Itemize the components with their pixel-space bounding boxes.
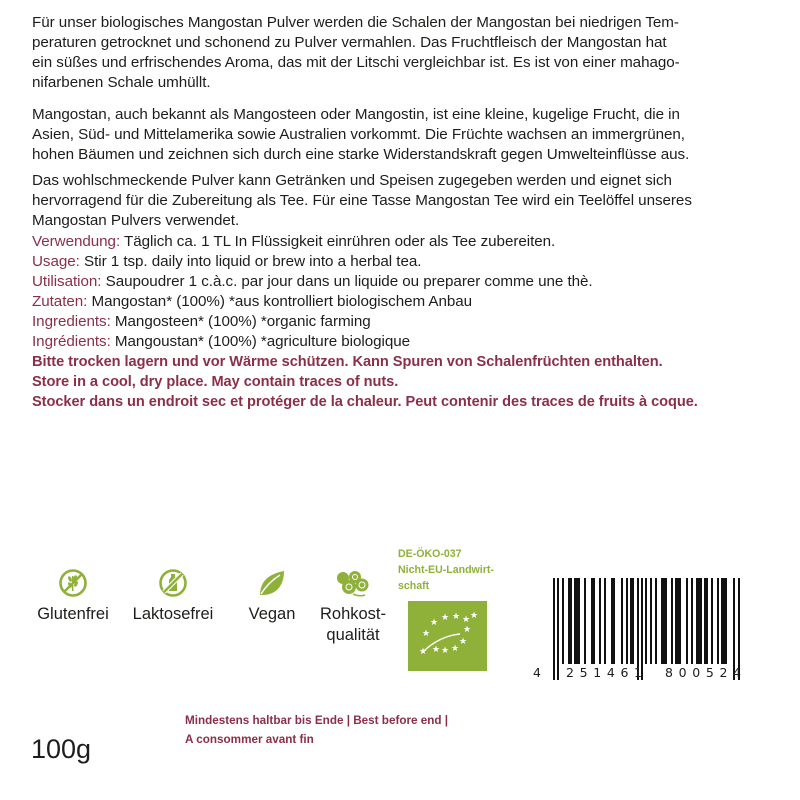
storage-fr: Stocker dans un endroit sec et protéger de la chaleur. Peut contenir des traces de fruits à coque. <box>32 394 698 410</box>
svg-text:★: ★ <box>440 613 450 623</box>
usage-text: Täglich ca. 1 TL In Flüssigkeit einrühren oder als Tee zubereiten. <box>120 233 556 250</box>
best-before-line2: A consommer avant fin <box>185 733 314 746</box>
digit: 2 <box>719 665 728 680</box>
storage-de: Bitte trocken lagern und vor Wärme schützen. Kann Spuren von Schalenfrüchten enthalten. <box>32 354 663 370</box>
digit: 1 <box>634 665 642 680</box>
gluten-free-icon <box>58 568 88 598</box>
usage-label: Utilisation: <box>32 273 102 290</box>
svg-text:★: ★ <box>431 645 441 655</box>
barcode-digits-group1 <box>566 665 642 680</box>
usage-text: Stir 1 tsp. daily into liquid or brew into a herbal tea. <box>79 253 422 270</box>
ingredients-label: Ingredients: <box>32 313 111 330</box>
best-before-line1: Mindestens haltbar bis Ende | Best before end | <box>185 714 449 727</box>
text-line: Für unser biologisches Mangostan Pulver werden die Schalen der Mangostan bei niedrigen Tem- <box>32 14 679 31</box>
text-line: Mangostan, auch bekannt als Mangosteen oder Mangostin, ist eine kleine, kugelige Frucht, die in <box>32 106 680 123</box>
svg-text:★: ★ <box>461 615 471 625</box>
badge-label: Vegan <box>248 605 296 623</box>
svg-text:★: ★ <box>418 647 428 657</box>
badge-vegan <box>237 568 307 625</box>
organic-certification-text <box>398 546 494 594</box>
digit: 1 <box>593 665 602 680</box>
ingredients-fr <box>32 332 772 352</box>
usage-en <box>32 252 772 272</box>
text-line: Asien, Süd- und Mittelamerika sowie Australien vorkommt. Die Früchte wachsen an immergrünen, <box>32 126 685 143</box>
eu-organic-logo <box>408 601 487 671</box>
svg-text:★: ★ <box>451 612 461 622</box>
usage-label: Usage: <box>32 253 80 270</box>
ingredients-label: Ingrédients: <box>32 333 111 350</box>
usage-text: Saupoudrer 1 c.à.c. par jour dans un liquide ou preparer comme une thè. <box>101 273 593 290</box>
storage-en: Store in a cool, dry place. May contain traces of nuts. <box>32 374 399 390</box>
leaf-icon <box>256 568 288 598</box>
digit: 0 <box>678 665 687 680</box>
digit: 5 <box>579 665 588 680</box>
organic-control-code: DE-ÖKO-037 <box>398 548 462 560</box>
badge-label: Glutenfrei <box>37 605 109 623</box>
text-line: hohen Bäumen und zeichnen sich durch eine starke Widerstandskraft gegen Umwelteinflüsse aus. <box>32 146 690 163</box>
ingredients-de <box>32 292 772 312</box>
text-line: nifarbenen Schale umhüllt. <box>32 74 211 91</box>
digit: 5 <box>705 665 714 680</box>
barcode-digits-group2 <box>665 665 741 680</box>
description-paragraph-1 <box>32 13 772 93</box>
digit: 4 <box>606 665 615 680</box>
digit: 8 <box>665 665 673 680</box>
ingredients-text: Mangosteen* (100%) *organic farming <box>110 313 371 330</box>
svg-text:★: ★ <box>469 611 479 621</box>
ingredients-label: Zutaten: <box>32 293 88 310</box>
svg-text:★: ★ <box>450 644 460 654</box>
digit: 0 <box>692 665 701 680</box>
best-before-text <box>185 711 448 749</box>
digit: 4 <box>733 665 741 680</box>
organic-origin-line2: schaft <box>398 580 430 592</box>
barcode-digit-first: 4 <box>533 665 541 680</box>
digit: 6 <box>620 665 629 680</box>
digit: 2 <box>566 665 574 680</box>
text-line: Das wohlschmeckende Pulver kann Getränken und Speisen zugegeben werden und eignet sich <box>32 172 672 189</box>
svg-text:★: ★ <box>462 625 472 635</box>
text-line: Mangostan Pulvers verwendet. <box>32 212 240 229</box>
svg-text:★: ★ <box>429 618 439 628</box>
badge-label: Rohkost- <box>319 605 387 623</box>
text-line: peraturen getrocknet und schonend zu Pulver vermahlen. Das Fruchtfleisch der Mangostan hat <box>32 34 667 51</box>
badge-lactosefree <box>128 568 218 625</box>
usage-section <box>32 232 772 292</box>
description-paragraph-2 <box>32 105 772 165</box>
ingredients-text: Mangoustan* (100%) *agriculture biologique <box>110 333 411 350</box>
raw-berries-icon <box>333 568 373 598</box>
storage-warning <box>32 352 772 412</box>
description-paragraph-3 <box>32 171 772 231</box>
ingredients-text: Mangostan* (100%) *aus kontrolliert biologischem Anbau <box>87 293 473 310</box>
badge-rawfood <box>308 568 398 646</box>
svg-text:★: ★ <box>458 637 468 647</box>
usage-label: Verwendung: <box>32 233 121 250</box>
organic-origin-line1: Nicht-EU-Landwirt- <box>398 564 494 576</box>
text-line: ein süßes und erfrischendes Aroma, das mit der Litschi vergleichbar ist. Es ist von einer mahago- <box>32 54 680 71</box>
ingredients-en <box>32 312 772 332</box>
lactose-free-icon <box>158 568 188 598</box>
svg-text:★: ★ <box>440 646 450 656</box>
badge-label-line2: qualität <box>326 626 380 644</box>
usage-fr <box>32 272 772 292</box>
text-line: hervorragend für die Zubereitung als Tee. Für eine Tasse Mangostan Tee wird ein Teelöffel unseres <box>32 192 692 209</box>
badge-label: Laktosefrei <box>132 605 214 623</box>
ingredients-section <box>32 292 772 352</box>
svg-text:★: ★ <box>421 629 431 639</box>
net-weight: 100g <box>31 734 92 764</box>
eu-organic-leaf-icon <box>408 601 487 671</box>
badge-glutenfree <box>28 568 118 625</box>
usage-de <box>32 232 772 252</box>
